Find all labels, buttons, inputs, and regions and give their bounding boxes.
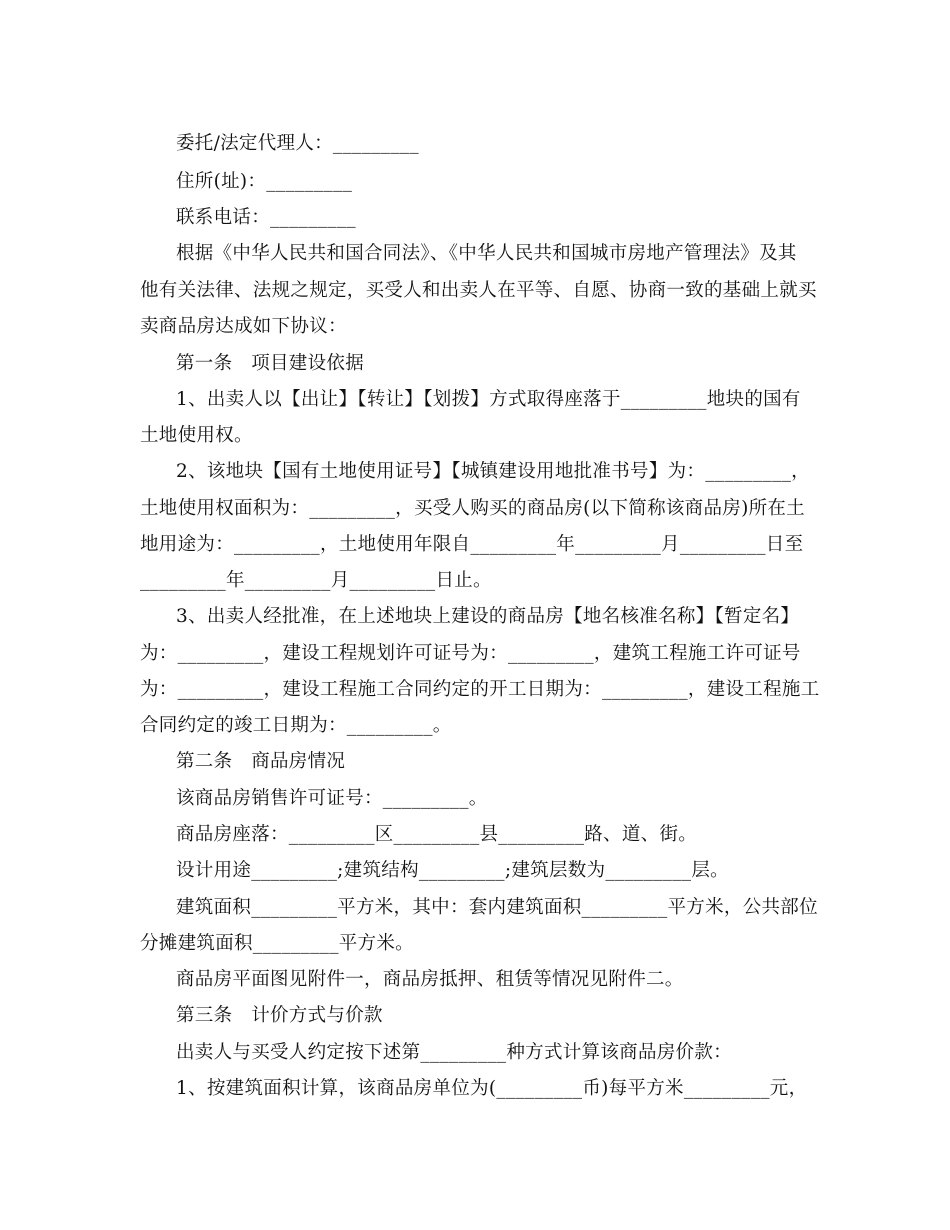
clause-line: _________年_________月_________日止。 [140,570,492,591]
clause-line: 3、出卖人经批准，在上述地块上建设的商品房【地名核准名称】【暂定名】 [176,606,800,627]
clause-line: 土地使用权。 [140,425,253,446]
agent-line: 委托/法定代理人：_________ [176,133,419,154]
clause-line: 为：_________，建设工程施工合同约定的开工日期为：_________，建设工程施工 [140,679,820,700]
clause-line: 设计用途_________;建筑结构_________;建筑层数为_________层。 [176,860,729,881]
clause-line: 1、出卖人以【出让】【转让】【划拨】方式取得座落于_________地块的国有 [176,389,801,410]
clause-line: 2、该地块【国有土地使用证号】【城镇建设用地批准书号】为：_________， [176,461,810,482]
clause-line: 合同约定的竣工日期为：_________。 [140,715,452,736]
clause-line: 建筑面积_________平方米，其中：套内建筑面积_________平方米，公共部位 [176,897,818,918]
clause-line: 地用途为：_________，土地使用年限自_________年_________月_________日至 [140,534,804,555]
article-1-heading: 第一条 项目建设依据 [176,353,365,374]
preamble-line: 卖商品房达成如下协议： [140,316,347,337]
article-3-heading: 第三条 计价方式与价款 [176,1005,383,1026]
clause-line: 商品房平面图见附件一，商品房抵押、租赁等情况见附件二。 [176,969,684,990]
clause-line: 该商品房销售许可证号：_________。 [176,788,488,809]
phone-line: 联系电话：_________ [176,207,356,228]
clause-line: 为：_________，建设工程规划许可证号为：_________，建筑工程施工许可证号 [140,643,801,664]
clause-line: 土地使用权面积为：_________，买受人购买的商品房(以下简称该商品房)所在土 [140,498,805,519]
article-2-heading: 第二条 商品房情况 [176,751,346,772]
preamble-line: 他有关法律、法规之规定，买受人和出卖人在平等、自愿、协商一致的基础上就买 [140,280,817,301]
preamble-line: 根据《中华人民共和国合同法》、《中华人民共和国城市房地产管理法》及其 [176,243,797,264]
clause-line: 1、按建筑面积计算，该商品房单位为(_________币)每平方米_________元， [176,1078,808,1099]
clause-line: 分摊建筑面积_________平方米。 [140,933,414,954]
clause-line: 出卖人与买受人约定按下述第_________种方式计算该商品房价款： [176,1042,732,1063]
clause-line: 商品房座落：_________区_________县_________路、道、街。 [176,824,698,845]
address-line: 住所(址)：_________ [176,171,353,192]
